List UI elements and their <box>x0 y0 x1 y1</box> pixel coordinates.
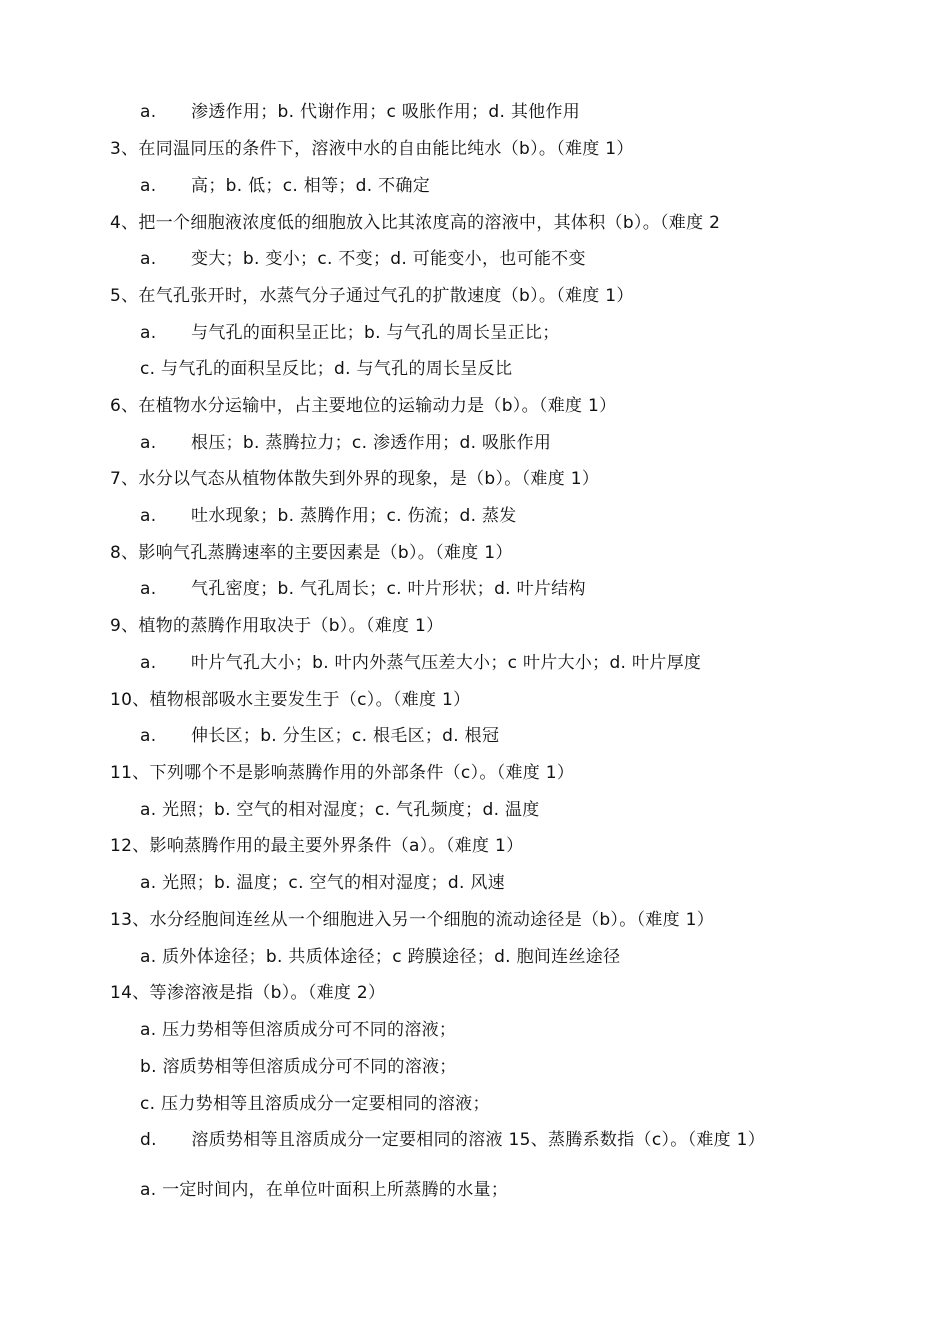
q10-options: a. 伸长区；b. 分生区；c. 根毛区；d. 根冠 <box>140 726 500 746</box>
q5-options-cd: c. 与气孔的面积呈反比；d. 与气孔的周长呈反比 <box>140 359 513 379</box>
q11-options: a. 光照；b. 空气的相对湿度；c. 气孔频度；d. 温度 <box>140 800 540 820</box>
question-7: 7、水分以气态从植物体散失到外界的现象，是（b）。（难度 1） <box>110 469 600 489</box>
question-3: 3、在同温同压的条件下，溶液中水的自由能比纯水（b）。（难度 1） <box>110 139 634 159</box>
q6-options: a. 根压；b. 蒸腾拉力；c. 渗透作用；d. 吸胀作用 <box>140 433 552 453</box>
question-11: 11、下列哪个不是影响蒸腾作用的外部条件（c）。（难度 1） <box>110 763 575 783</box>
q14-option-b: b. 溶质势相等但溶质成分可不同的溶液； <box>140 1057 457 1077</box>
q13-options: a. 质外体途径；b. 共质体途径；c 跨膜途径；d. 胞间连丝途径 <box>140 947 621 967</box>
q14-option-c: c. 压力势相等且溶质成分一定要相同的溶液； <box>140 1094 490 1114</box>
q2-options: a. 渗透作用；b. 代谢作用；c 吸胀作用；d. 其他作用 <box>140 102 581 122</box>
question-10: 10、植物根部吸水主要发生于（c）。（难度 1） <box>110 690 471 710</box>
q14-option-a: a. 压力势相等但溶质成分可不同的溶液； <box>140 1020 457 1040</box>
question-8: 8、影响气孔蒸腾速率的主要因素是（b）。（难度 1） <box>110 543 513 563</box>
q7-options: a. 吐水现象；b. 蒸腾作用；c. 伤流；d. 蒸发 <box>140 506 517 526</box>
question-14: 14、等渗溶液是指（b）。（难度 2） <box>110 983 386 1003</box>
question-9: 9、植物的蒸腾作用取决于（b）。（难度 1） <box>110 616 444 636</box>
q4-options: a. 变大；b. 变小；c. 不变；d. 可能变小，也可能不变 <box>140 249 586 269</box>
question-6: 6、在植物水分运输中，占主要地位的运输动力是（b）。（难度 1） <box>110 396 617 416</box>
q8-options: a. 气孔密度；b. 气孔周长；c. 叶片形状；d. 叶片结构 <box>140 579 586 599</box>
question-4: 4、把一个细胞液浓度低的细胞放入比其浓度高的溶液中，其体积（b）。（难度 2 <box>110 213 721 233</box>
q14-option-d-and-question-15: d. 溶质势相等且溶质成分一定要相同的溶液 15、蒸腾系数指（c）。（难度 1） <box>140 1130 766 1150</box>
question-5: 5、在气孔张开时，水蒸气分子通过气孔的扩散速度（b）。（难度 1） <box>110 286 634 306</box>
q12-options: a. 光照；b. 温度；c. 空气的相对湿度；d. 风速 <box>140 873 505 893</box>
q9-options: a. 叶片气孔大小；b. 叶内外蒸气压差大小；c 叶片大小；d. 叶片厚度 <box>140 653 702 673</box>
question-13: 13、水分经胞间连丝从一个细胞进入另一个细胞的流动途径是（b）。（难度 1） <box>110 910 715 930</box>
q15-option-a: a. 一定时间内，在单位叶面积上所蒸腾的水量； <box>140 1180 509 1200</box>
q3-options: a. 高；b. 低；c. 相等；d. 不确定 <box>140 176 431 196</box>
q5-options-ab: a. 与气孔的面积呈正比；b. 与气孔的周长呈正比； <box>140 323 560 343</box>
question-12: 12、影响蒸腾作用的最主要外界条件（a）。（难度 1） <box>110 836 524 856</box>
